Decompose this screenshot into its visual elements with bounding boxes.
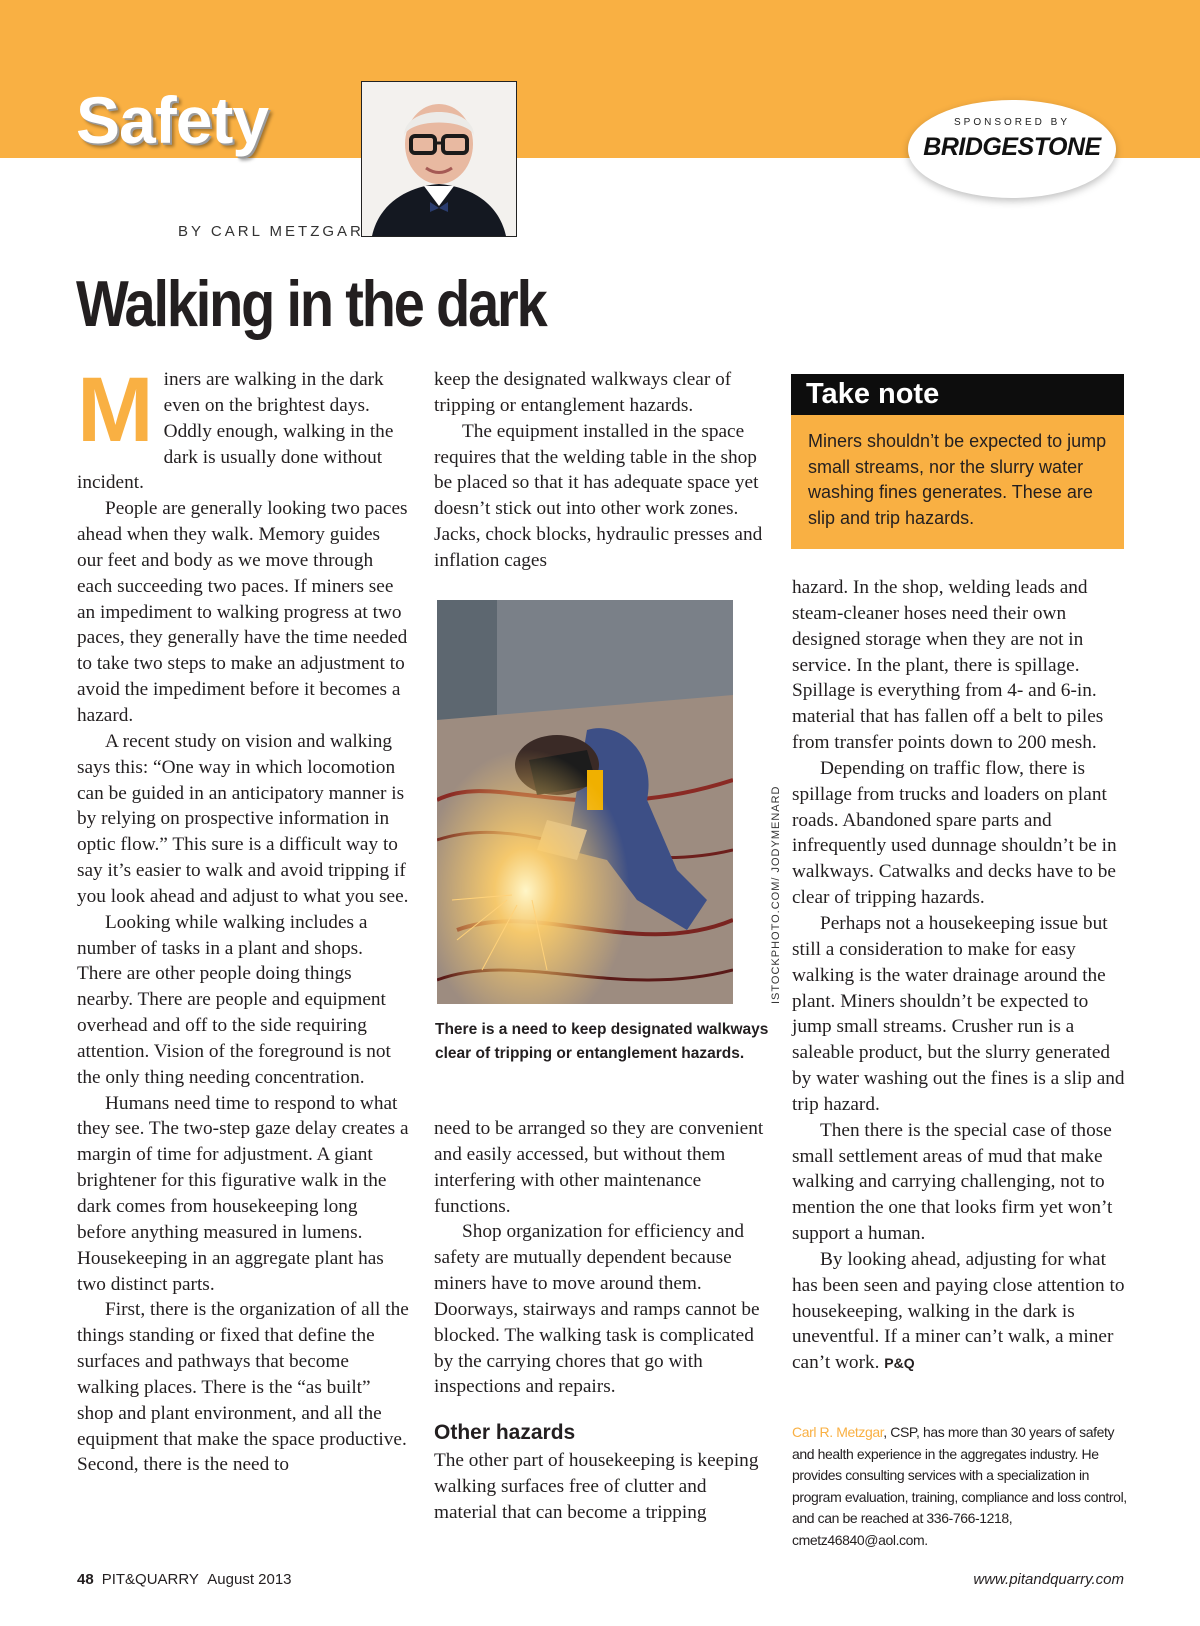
take-note-sidebar bbox=[791, 374, 1124, 549]
paragraph: Perhaps not a housekeeping issue but still a consideration to make for easy walking is the water drainage around the plant. Miners shouldn’t be expected to jump small streams. Crusher run is a saleable product, but the slurry generated by water washing out the fines is a slip and trip hazard. bbox=[792, 912, 1125, 1115]
sponsor-badge bbox=[908, 100, 1116, 198]
end-mark: P&Q bbox=[884, 1355, 915, 1372]
paragraph: keep the designated walkways clear of tripping or entanglement hazards. bbox=[434, 369, 732, 416]
paragraph: Looking while walking includes a number of tasks in a plant and shops. There are other people doing things nearby. There are people and equipment overhead and off to the side requiring attention. Vision of the foreground is not the only thing needing concentration. bbox=[77, 911, 391, 1088]
byline: BY CARL METZGAR bbox=[178, 223, 364, 240]
sponsor-label: SPONSORED BY bbox=[953, 117, 1071, 128]
article-title: Walking in the dark bbox=[76, 267, 546, 340]
paragraph: Shop organization for efficiency and safety are mutually dependent because miners have to move around them. Doorways, stairways and ramps cannot be blocked. The walking task is complicated by the carrying chores that go with inspections and repairs. bbox=[434, 1221, 760, 1398]
paragraph: Depending on traffic flow, there is spillage from trucks and loaders on plant roads. Abandoned spare parts and infrequently used dunnage shouldn’t be in walkways. Catwalks and decks have to be clear of tripping hazards. bbox=[792, 757, 1117, 909]
paragraph: hazard. In the shop, welding leads and steam-cleaner hoses need their own designed storage when they are not in service. In the plant, there is spillage. Spillage is everything from 4- and 6-in. material that has fallen off a belt to piles from transfer points down to 200 mesh. bbox=[792, 577, 1104, 754]
sidebar-title: Take note bbox=[791, 374, 1124, 415]
page-number: 48 bbox=[77, 1571, 94, 1588]
column-2-bottom bbox=[434, 1116, 766, 1526]
final-paragraph bbox=[792, 1247, 1126, 1377]
paragraph: Then there is the special case of those small settlement areas of mud that make walking and carrying challenging, not to mention the one that looks firm yet won’t support a human. bbox=[792, 1119, 1113, 1245]
author-bio bbox=[792, 1422, 1128, 1551]
author-portrait bbox=[361, 81, 517, 237]
paragraph: First, there is the organization of all the things standing or fixed that define the surfaces and pathways that become walking places. There is the “as built” shop and plant environment, and all the equipment that make the space productive. Second, there is the need to bbox=[77, 1299, 409, 1476]
section-title: Safety bbox=[76, 83, 269, 157]
column-3 bbox=[792, 575, 1126, 1377]
paragraph: Humans need time to respond to what they see. The two-step gaze delay creates a margin of time for adjustment. A giant brightener for this figurative walk in the dark comes from housekeeping long before anything measured in lumens. Housekeeping in an aggregate plant has two distinct parts. bbox=[77, 1092, 409, 1295]
welder-photo bbox=[437, 600, 733, 1004]
paragraph: The other part of housekeeping is keeping walking surfaces free of clutter and material that can become a tripping bbox=[434, 1450, 759, 1523]
photo-credit: ISTOCKPHOTO.COM/ JODYMENARD bbox=[770, 785, 782, 1004]
sidebar-body: Miners shouldn’t be expected to jump small streams, nor the slurry water washing fines generates. These are slip and trip hazards. bbox=[808, 431, 1107, 528]
paragraph: The equipment installed in the space requires that the welding table in the shop be placed so that it has adequate space yet doesn’t stick out into other work zones. Jacks, chock blocks, hydraulic presses and inflation cages bbox=[434, 420, 763, 571]
first-paragraph bbox=[77, 359, 409, 496]
paragraph: A recent study on vision and walking says this: “One way in which locomotion can be guided in an anticipatory manner is by relying on prospective information in optic flow.” This sure is a difficult way to say it’s easier to walk and avoid tripping if you look ahead and adjust to what you see. bbox=[77, 730, 409, 907]
bridgestone-logo: BRIDGESTONE bbox=[923, 133, 1101, 161]
bio-text: , CSP, has more than 30 years of safety and health experience in the aggregates industry. He provides consulting services with a specialization in program evaluation, training, compliance and loss control, and can be reached at 336-766-1218, cmetz46840@aol.com. bbox=[792, 1424, 1127, 1548]
column-1 bbox=[77, 359, 409, 1478]
drop-cap: M bbox=[77, 359, 154, 461]
column-2-top bbox=[434, 367, 766, 574]
publication-name: PIT&QUARRY bbox=[101, 1571, 199, 1588]
photo-caption: There is a need to keep designated walkways clear of tripping or entanglement hazards. bbox=[435, 1021, 769, 1062]
paragraph: need to be arranged so they are convenient and easily accessed, but without them interfering with other maintenance functions. bbox=[434, 1118, 764, 1217]
footer-left bbox=[77, 1571, 292, 1588]
footer-website: www.pitandquarry.com bbox=[973, 1571, 1124, 1588]
subhead: Other hazards bbox=[434, 1421, 576, 1445]
first-paragraph-text: iners are walking in the dark even on the brightest days. Oddly enough, walking in the dark is usually done without incident. bbox=[77, 369, 394, 494]
bio-name: Carl R. Metzgar bbox=[792, 1424, 884, 1440]
paragraph: People are generally looking two paces ahead when they walk. Memory guides our feet and body as we move through each succeeding two paces. If miners see an impediment to walking progress at two paces, they generally have the time needed to take two steps to make an adjustment to avoid the impediment before it becomes a hazard. bbox=[77, 498, 408, 726]
final-paragraph-text: By looking ahead, adjusting for what has been seen and paying close attention to housekeeping, walking in the dark is uneventful. If a miner can’t walk, a miner can’t work. bbox=[792, 1248, 1125, 1374]
issue-date: August 2013 bbox=[207, 1571, 292, 1588]
